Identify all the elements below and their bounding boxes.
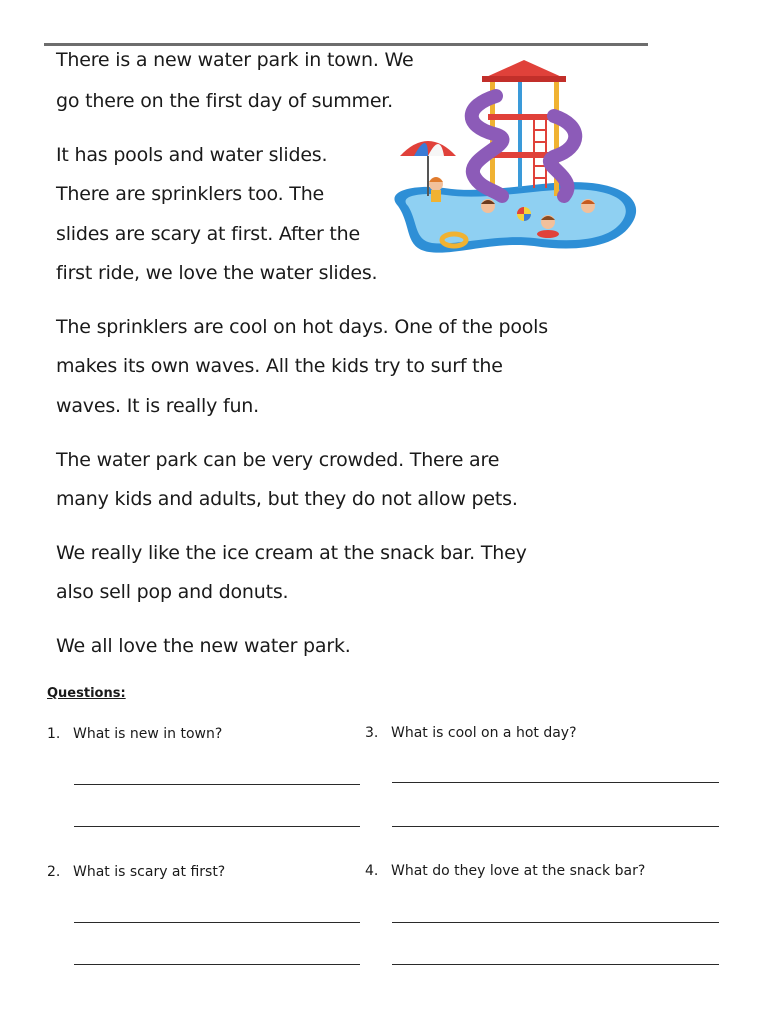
- story-line: waves. It is really fun.: [56, 395, 259, 417]
- question-1: [47, 726, 222, 742]
- question-number: 1.: [47, 726, 61, 742]
- story-line: slides are scary at first. After the: [56, 223, 360, 245]
- question-2: [47, 864, 225, 880]
- story-line: first ride, we love the water slides.: [56, 262, 378, 284]
- answer-line[interactable]: [392, 922, 719, 923]
- question-number: 4.: [365, 863, 379, 879]
- question-text: What do they love at the snack bar?: [391, 863, 646, 879]
- answer-line[interactable]: [74, 922, 360, 923]
- answer-line[interactable]: [74, 784, 360, 785]
- top-divider: [44, 43, 648, 46]
- question-4: [365, 863, 645, 879]
- answer-line[interactable]: [74, 826, 360, 827]
- answer-line[interactable]: [392, 964, 719, 965]
- question-3: [365, 725, 577, 741]
- question-number: 2.: [47, 864, 61, 880]
- question-number: 3.: [365, 725, 379, 741]
- story-line: There is a new water park in town. We: [56, 49, 414, 71]
- answer-line[interactable]: [392, 782, 719, 783]
- story-line: We really like the ice cream at the snack bar. They: [56, 542, 527, 564]
- question-text: What is new in town?: [73, 726, 223, 742]
- story-line: There are sprinklers too. The: [56, 183, 325, 205]
- story-line: The water park can be very crowded. There are: [56, 449, 500, 471]
- story-line: also sell pop and donuts.: [56, 581, 289, 603]
- story-line: go there on the first day of summer.: [56, 90, 394, 112]
- story-line: The sprinklers are cool on hot days. One of the pools: [56, 316, 548, 338]
- question-text: What is cool on a hot day?: [391, 725, 577, 741]
- answer-line[interactable]: [74, 964, 360, 965]
- question-text: What is scary at first?: [73, 864, 226, 880]
- story-line: makes its own waves. All the kids try to surf the: [56, 355, 503, 377]
- questions-heading: Questions:: [47, 686, 126, 701]
- water-park-illustration-icon: [384, 56, 646, 270]
- answer-line[interactable]: [392, 826, 719, 827]
- story-line: We all love the new water park.: [56, 635, 351, 657]
- story-line: many kids and adults, but they do not allow pets.: [56, 488, 518, 510]
- story-line: It has pools and water slides.: [56, 144, 328, 166]
